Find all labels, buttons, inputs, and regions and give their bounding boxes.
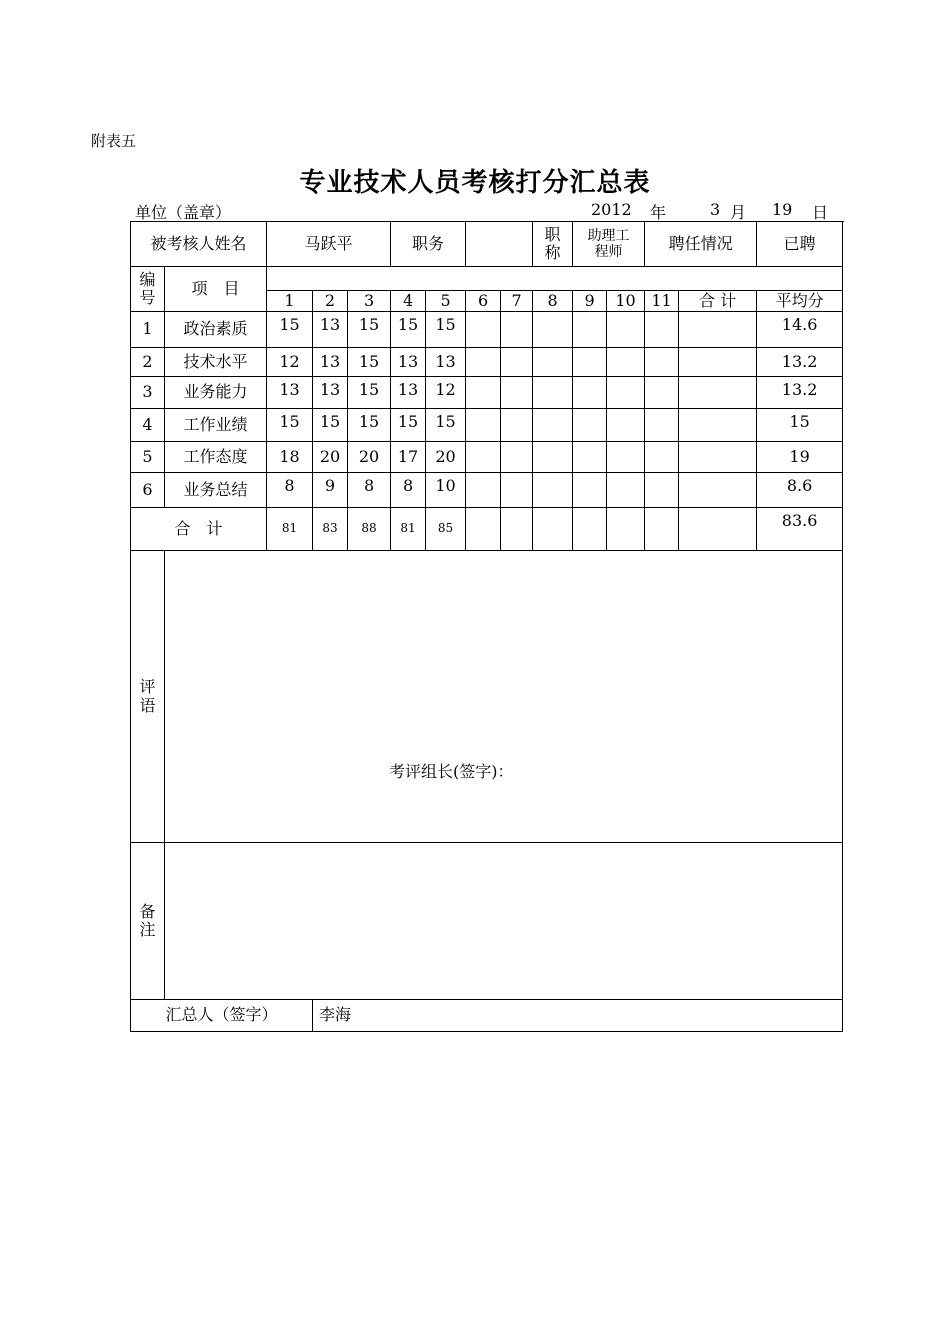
- page-title: 专业技术人员考核打分汇总表: [299, 168, 651, 198]
- score-cell: 12: [267, 348, 313, 377]
- score-cell: 12: [426, 377, 466, 409]
- employ-value: 已聘: [757, 222, 843, 267]
- total-cell: [679, 377, 757, 409]
- sum-cell: [533, 508, 573, 551]
- date-line: [560, 200, 850, 220]
- scorer-col: 8: [533, 291, 573, 312]
- score-cell: [466, 442, 501, 473]
- score-cell: 13: [313, 348, 348, 377]
- score-cell: [573, 312, 607, 348]
- row-item: 业务总结: [165, 473, 267, 508]
- score-cell: 15: [348, 348, 391, 377]
- position-value: [466, 222, 533, 267]
- sum-cell: 83: [313, 508, 348, 551]
- scorer-col: 3: [348, 291, 391, 312]
- table-row: [131, 312, 843, 348]
- remarks-label: 备 注: [131, 843, 165, 1000]
- score-cell: [533, 473, 573, 508]
- header-row: [131, 222, 843, 267]
- position-label: 职务: [391, 222, 466, 267]
- total-cell: [679, 473, 757, 508]
- row-item: 技术水平: [165, 348, 267, 377]
- summary-row: [131, 1000, 843, 1032]
- score-cell: 15: [267, 312, 313, 348]
- total-cell: [679, 442, 757, 473]
- score-cell: 15: [391, 409, 426, 442]
- row-item: 政治素质: [165, 312, 267, 348]
- avg-cell: 13.2: [757, 348, 843, 377]
- date-year: 2012: [591, 200, 632, 219]
- score-cell: 15: [348, 409, 391, 442]
- score-cell: [533, 377, 573, 409]
- avg-cell: 14.6: [757, 312, 843, 348]
- score-cell: [573, 348, 607, 377]
- row-num: 5: [131, 442, 165, 473]
- score-cell: [533, 409, 573, 442]
- score-cell: 13: [313, 377, 348, 409]
- scorer-col: 4: [391, 291, 426, 312]
- total-cell: [679, 409, 757, 442]
- score-cell: [501, 348, 533, 377]
- scorers-header-blank: [267, 267, 843, 291]
- sum-total-cell: [679, 508, 757, 551]
- sum-cell: [501, 508, 533, 551]
- score-cell: [607, 409, 645, 442]
- score-cell: 15: [267, 409, 313, 442]
- date-month: 3: [710, 200, 721, 219]
- name-label: 被考核人姓名: [131, 222, 267, 267]
- total-col-header: 合 计: [679, 291, 757, 312]
- score-cell: 13: [426, 348, 466, 377]
- row-num: 2: [131, 348, 165, 377]
- total-cell: [679, 312, 757, 348]
- score-cell: [501, 377, 533, 409]
- score-cell: [607, 312, 645, 348]
- row-item: 业务能力: [165, 377, 267, 409]
- scorer-col: 5: [426, 291, 466, 312]
- sum-cell: 81: [267, 508, 313, 551]
- avg-cell: 13.2: [757, 377, 843, 409]
- comment-area: [165, 551, 843, 843]
- scorer-col: 11: [645, 291, 679, 312]
- score-cell: 13: [391, 377, 426, 409]
- score-cell: [645, 348, 679, 377]
- row-num: 6: [131, 473, 165, 508]
- score-cell: [645, 473, 679, 508]
- table-row: [131, 442, 843, 473]
- score-cell: 9: [313, 473, 348, 508]
- score-cell: 13: [391, 348, 426, 377]
- scorer-col: 1: [267, 291, 313, 312]
- score-cell: 8: [348, 473, 391, 508]
- score-cell: [607, 442, 645, 473]
- score-cell: 15: [348, 377, 391, 409]
- sum-cell: 85: [426, 508, 466, 551]
- score-cell: 15: [426, 312, 466, 348]
- date-day: 19: [772, 200, 793, 219]
- avg-col-header: 平均分: [757, 291, 843, 312]
- date-day-label: 日: [812, 203, 829, 222]
- score-cell: [645, 442, 679, 473]
- score-cell: [466, 348, 501, 377]
- avg-cell: 19: [757, 442, 843, 473]
- sum-cell: [607, 508, 645, 551]
- score-cell: 8: [267, 473, 313, 508]
- score-cell: [573, 409, 607, 442]
- table-row: [131, 409, 843, 442]
- score-cell: [466, 312, 501, 348]
- scorer-col: 7: [501, 291, 533, 312]
- score-cell: [501, 442, 533, 473]
- scorer-col: 2: [313, 291, 348, 312]
- score-cell: 20: [313, 442, 348, 473]
- sum-row: [131, 508, 843, 551]
- sum-cell: 88: [348, 508, 391, 551]
- employ-label: 聘任情况: [645, 222, 757, 267]
- score-cell: [501, 312, 533, 348]
- score-cell: [533, 312, 573, 348]
- score-cell: 8: [391, 473, 426, 508]
- remarks-area: [165, 843, 843, 1000]
- score-cell: [573, 442, 607, 473]
- column-header-row-a: [131, 267, 843, 291]
- table-row: [131, 377, 843, 409]
- score-cell: 20: [348, 442, 391, 473]
- score-cell: 15: [313, 409, 348, 442]
- score-cell: 10: [426, 473, 466, 508]
- total-cell: [679, 348, 757, 377]
- date-month-label: 月: [730, 203, 747, 222]
- score-cell: [466, 409, 501, 442]
- score-cell: [466, 377, 501, 409]
- score-cell: [501, 409, 533, 442]
- num-header: 编 号: [131, 267, 165, 312]
- score-cell: [466, 473, 501, 508]
- score-cell: [645, 377, 679, 409]
- summary-signature: 李海: [313, 1000, 843, 1032]
- score-cell: 18: [267, 442, 313, 473]
- annex-label: 附表五: [91, 132, 137, 150]
- score-cell: 15: [391, 312, 426, 348]
- score-cell: 20: [426, 442, 466, 473]
- score-cell: [645, 409, 679, 442]
- score-cell: 13: [267, 377, 313, 409]
- score-table: [130, 221, 843, 1032]
- table-row: [131, 473, 843, 508]
- avg-cell: 15: [757, 409, 843, 442]
- remarks-row: [131, 843, 843, 1000]
- row-item: 工作态度: [165, 442, 267, 473]
- score-cell: 13: [313, 312, 348, 348]
- sum-cell: [466, 508, 501, 551]
- score-cell: 15: [426, 409, 466, 442]
- name-value: 马跃平: [267, 222, 391, 267]
- score-cell: 15: [348, 312, 391, 348]
- sum-cell: [573, 508, 607, 551]
- row-num: 4: [131, 409, 165, 442]
- score-cell: [533, 348, 573, 377]
- comment-row: [131, 551, 843, 843]
- title-value: 助理工 程师: [573, 222, 645, 267]
- scorer-col: 9: [573, 291, 607, 312]
- avg-cell: 8.6: [757, 473, 843, 508]
- summary-label: 汇总人（签字）: [131, 1000, 313, 1032]
- score-cell: [645, 312, 679, 348]
- score-cell: [501, 473, 533, 508]
- score-cell: [533, 442, 573, 473]
- leader-signature-label: 考评组长(签字)：: [389, 762, 514, 781]
- item-header: 项 目: [165, 267, 267, 312]
- score-cell: 17: [391, 442, 426, 473]
- scorer-col: 10: [607, 291, 645, 312]
- row-num: 1: [131, 312, 165, 348]
- score-cell: [573, 473, 607, 508]
- score-cell: [607, 473, 645, 508]
- sum-cell: 81: [391, 508, 426, 551]
- table-row: [131, 348, 843, 377]
- sum-label: 合 计: [131, 508, 267, 551]
- row-item: 工作业绩: [165, 409, 267, 442]
- scorer-col: 6: [466, 291, 501, 312]
- sum-cell: [645, 508, 679, 551]
- unit-label: 单位（盖章）: [135, 203, 232, 222]
- comment-label: 评 语: [131, 551, 165, 843]
- score-cell: [607, 377, 645, 409]
- title-label: 职 称: [533, 222, 573, 267]
- row-num: 3: [131, 377, 165, 409]
- score-cell: [607, 348, 645, 377]
- date-year-label: 年: [650, 203, 667, 222]
- score-cell: [573, 377, 607, 409]
- sum-avg-cell: 83.6: [757, 508, 843, 551]
